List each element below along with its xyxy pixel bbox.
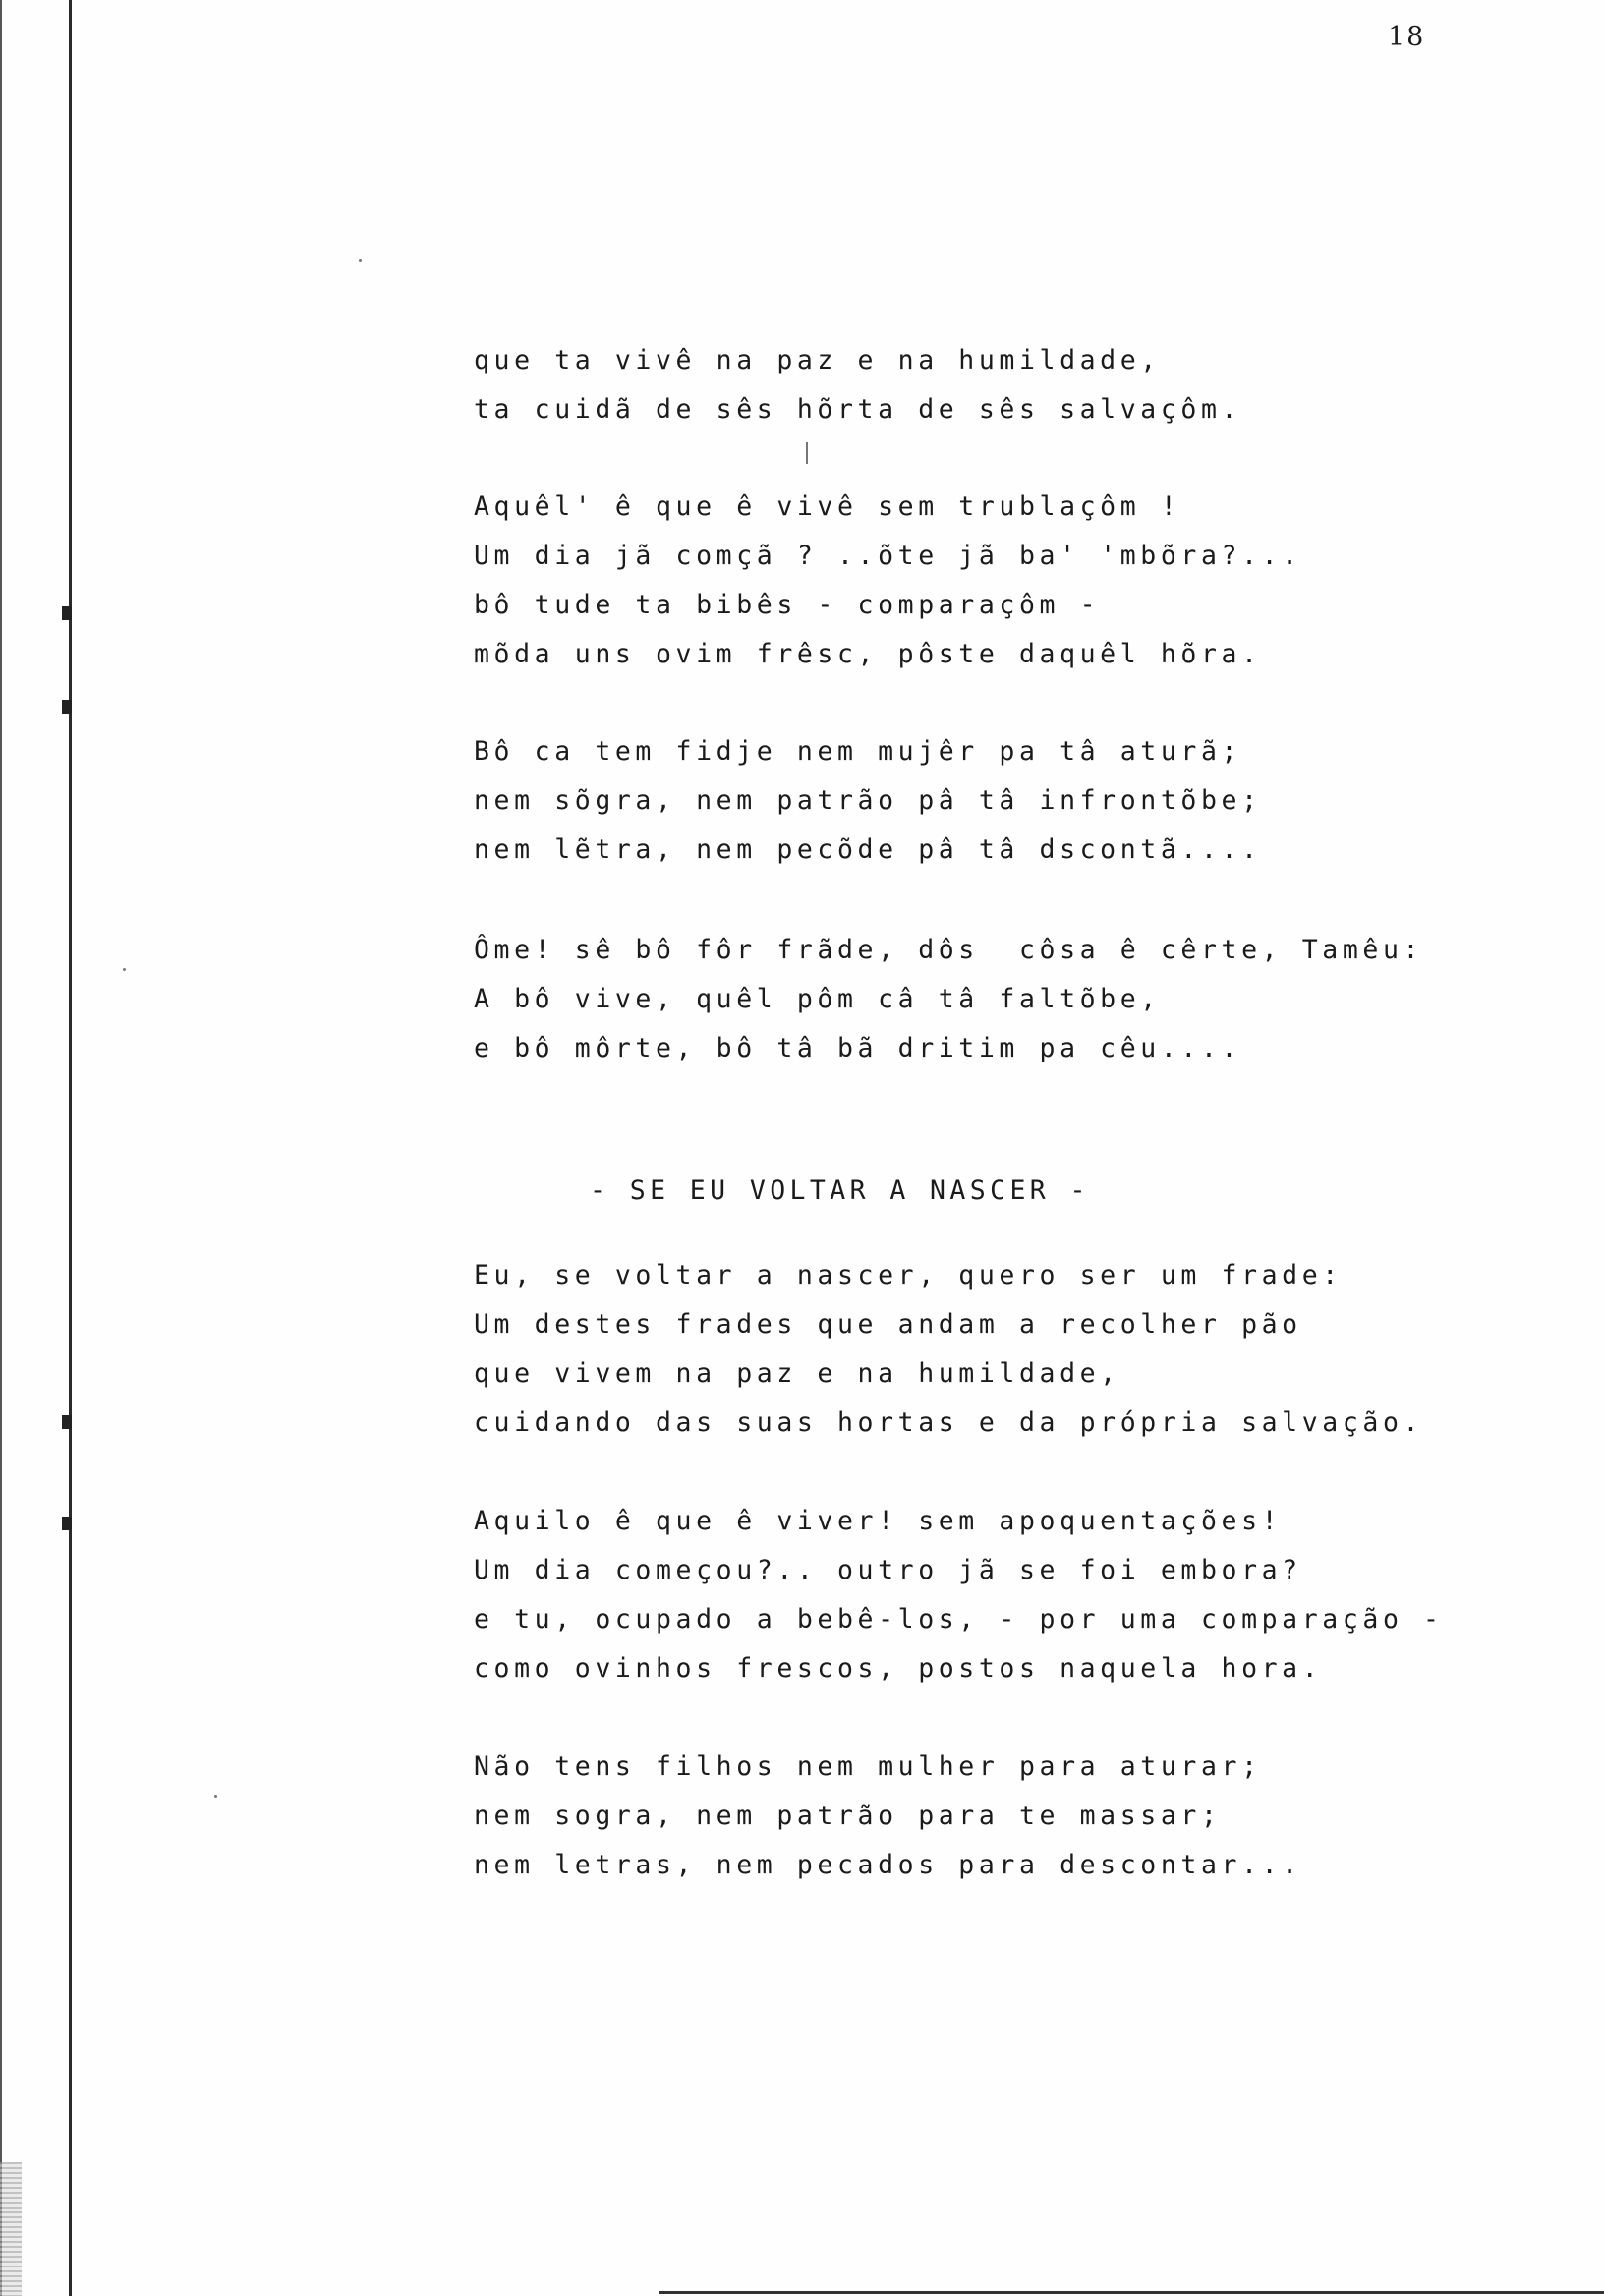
translation-title: - SE EU VOLTAR A NASCER - xyxy=(590,1176,1090,1206)
poem-line: Ôme! sê bô fôr frãde, dôs côsa ê cêrte, Tamêu: xyxy=(474,935,1424,965)
poem-line: nem sõgra, nem patrão pâ tâ infrontõbe; xyxy=(474,785,1262,816)
bottom-edge-line xyxy=(659,2291,1604,2294)
portuguese-stanza-3 xyxy=(474,1743,1457,1890)
binding-mark xyxy=(62,700,72,714)
scan-artifact xyxy=(0,2162,22,2296)
poem-line: nem letras, nem pecados para descontar... xyxy=(474,1850,1302,1880)
poem-line: mõda uns ovim frêsc, pôste daquêl hõra. xyxy=(474,639,1262,669)
scan-speck xyxy=(123,968,126,971)
poem-line: Bô ca tem fidje nem mujêr pa tâ aturã; xyxy=(474,736,1242,767)
poem-line: nem lẽtra, nem pecõde pâ tâ dscontã.... xyxy=(474,834,1262,865)
poem-line: Um dia jã comçã ? ..õte jã ba' 'mbõra?... xyxy=(474,541,1302,571)
scan-speck xyxy=(214,1795,217,1798)
poem-line: que ta vivê na paz e na humildade, xyxy=(474,345,1161,375)
creole-stanza-3 xyxy=(474,727,1457,875)
poem-line: Um destes frades que andam a recolher pão xyxy=(474,1309,1302,1340)
binding-mark xyxy=(62,606,72,620)
poem-line: como ovinhos frescos, postos naquela hora. xyxy=(474,1653,1323,1684)
scan-speck xyxy=(806,442,808,464)
poem-line: Eu, se voltar a nascer, quero ser um frade: xyxy=(474,1260,1343,1291)
page-number: 18 xyxy=(1388,22,1426,52)
portuguese-stanza-1 xyxy=(474,1251,1457,1448)
poem-line: Aquêl' ê que ê vivê sem trublaçôm ! xyxy=(474,491,1181,522)
creole-stanza-1 xyxy=(474,336,1457,434)
poem-line: Aquilo ê que ê viver! sem apoquentações! xyxy=(474,1506,1283,1536)
page-edge-line xyxy=(0,0,2,2296)
scan-speck xyxy=(359,259,362,262)
poem-line: nem sogra, nem patrão para te massar; xyxy=(474,1801,1222,1831)
poem-line: bô tude ta bibês - comparaçôm - xyxy=(474,590,1101,620)
poem-line: A bô vive, quêl pôm câ tâ faltõbe, xyxy=(474,984,1161,1014)
poem-line: cuidando das suas hortas e da própria salvação. xyxy=(474,1407,1424,1438)
portuguese-stanza-2 xyxy=(474,1497,1457,1693)
poem-line: Um dia começou?.. outro jã se foi embora? xyxy=(474,1555,1302,1585)
poem-line: que vivem na paz e na humildade, xyxy=(474,1358,1120,1389)
poem-line: ta cuidã de sês hõrta de sês salvaçôm. xyxy=(474,394,1242,425)
creole-stanza-4 xyxy=(474,926,1457,1073)
poem-line: e tu, ocupado a bebê-los, - por uma comparação - xyxy=(474,1604,1444,1635)
poem-line: e bô môrte, bô tâ bã dritim pa cêu.... xyxy=(474,1033,1242,1063)
creole-stanza-2 xyxy=(474,483,1457,679)
poem-line: Não tens filhos nem mulher para aturar; xyxy=(474,1751,1262,1782)
binding-margin-line xyxy=(69,0,72,2296)
binding-mark xyxy=(62,1517,72,1530)
binding-mark xyxy=(62,1415,72,1429)
